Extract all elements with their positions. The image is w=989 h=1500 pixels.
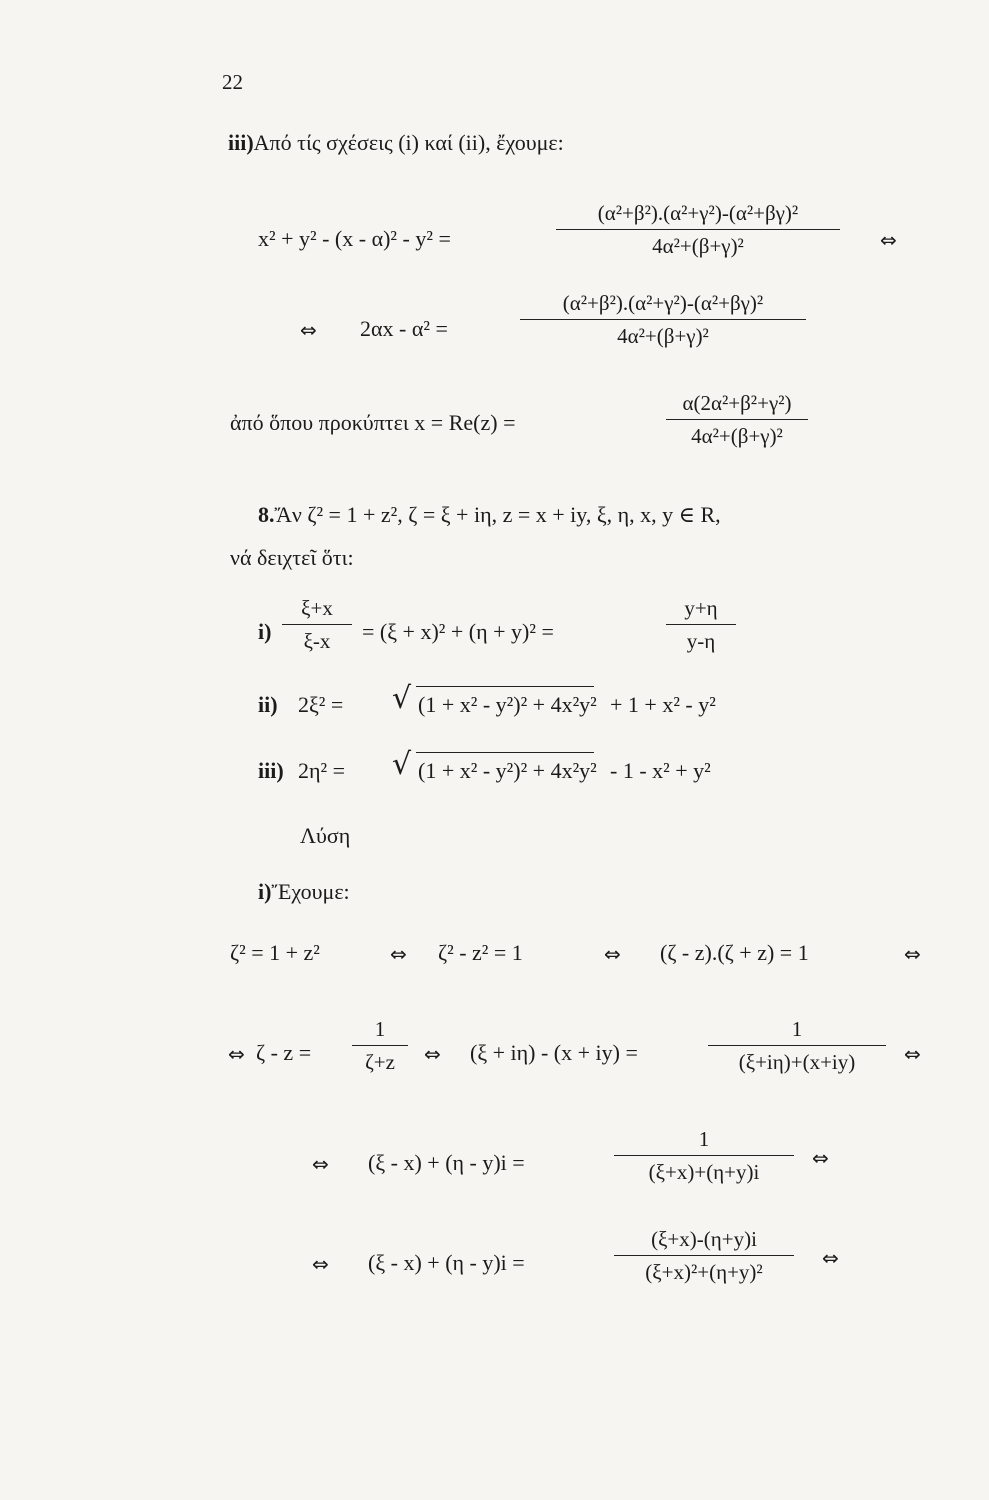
part-iii-rest: - 1 - x² + y² xyxy=(610,758,711,783)
part-ii-label: ii) xyxy=(258,692,278,717)
part-ii-lhs: 2ξ² = xyxy=(298,692,344,717)
solution-part-label: i) xyxy=(258,879,272,904)
solution-eq-4-fraction xyxy=(614,1227,794,1285)
square-root-icon: √ xyxy=(392,681,412,716)
fraction-denominator: (ξ+x)+(η+y)i xyxy=(614,1155,794,1185)
solution-part-text: Ἔχουμε: xyxy=(271,879,350,904)
equivalence-arrow: ⇔ xyxy=(424,1042,441,1066)
problem-8-statement xyxy=(258,502,721,528)
equivalence-arrow: ⇔ xyxy=(880,228,897,252)
equivalence-arrow: ⇔ xyxy=(904,1042,921,1066)
solution-eq-1-a: ζ² = 1 + z² xyxy=(230,940,320,965)
equivalence-arrow: ⇔ xyxy=(312,1152,329,1176)
fraction-numerator: y+η xyxy=(684,596,718,620)
equivalence-arrow: ⇔ xyxy=(904,942,921,966)
section-label: iii) xyxy=(228,130,254,155)
section-iii-heading xyxy=(228,130,564,156)
fraction-denominator: y-η xyxy=(666,624,736,654)
solution-part-i xyxy=(258,879,350,905)
equivalence-arrow: ⇔ xyxy=(228,1042,245,1066)
part-i-middle: = (ξ + x)² + (η + y)² = xyxy=(362,619,554,644)
fraction-denominator: (ξ+iη)+(x+iy) xyxy=(708,1045,886,1075)
part-iii-label: iii) xyxy=(258,758,284,783)
part-ii-rest: + 1 + x² - y² xyxy=(610,692,716,717)
part-i-right-fraction xyxy=(666,596,736,654)
equation-1-lhs: x² + y² - (x - α)² - y² = xyxy=(258,226,451,251)
square-root-icon: √ xyxy=(392,747,412,782)
equivalence-arrow: ⇔ xyxy=(312,1252,329,1276)
solution-eq-2-middle: (ξ + iη) - (x + iy) = xyxy=(470,1040,638,1065)
fraction-denominator: ξ-x xyxy=(282,624,352,654)
part-iii-radicand: (1 + x² - y²)² + 4x²y² xyxy=(418,758,597,783)
equivalence-arrow: ⇔ xyxy=(822,1246,839,1270)
radical-vinculum xyxy=(416,752,594,753)
part-iii-lhs: 2η² = xyxy=(298,758,346,783)
solution-eq-2-fraction-1 xyxy=(352,1017,408,1075)
fraction-denominator: 4α²+(β+γ)² xyxy=(556,229,840,259)
problem-text: Ἄν ζ² = 1 + z², ζ = ξ + iη, z = x + iy, ξ, η, x, y ∈ R, xyxy=(274,502,721,527)
equivalence-arrow: ⇔ xyxy=(300,318,317,342)
fraction-numerator: (α²+β²).(α²+γ²)-(α²+βγ)² xyxy=(597,201,799,225)
equation-2-fraction xyxy=(520,291,806,349)
fraction-numerator: ξ+x xyxy=(301,596,333,620)
equation-3-fraction xyxy=(666,391,808,449)
section-text: Από τίς σχέσεις (i) καί (ii), ἔχουμε: xyxy=(253,130,564,155)
solution-eq-1-b: ζ² - z² = 1 xyxy=(438,940,523,965)
solution-eq-3-fraction xyxy=(614,1127,794,1185)
solution-eq-2-fraction-2 xyxy=(708,1017,886,1075)
equation-1-fraction xyxy=(556,201,840,259)
solution-eq-1-c: (ζ - z).(ζ + z) = 1 xyxy=(660,940,809,965)
fraction-denominator: ζ+z xyxy=(352,1045,408,1075)
problem-8-instruction: νά δειχτεῖ ὅτι: xyxy=(230,545,354,570)
fraction-numerator: (ξ+x)-(η+y)i xyxy=(651,1227,757,1251)
radical-vinculum xyxy=(416,686,594,687)
fraction-numerator: 1 xyxy=(791,1017,803,1041)
part-i-left-fraction xyxy=(282,596,352,654)
solution-eq-2-lhs: ζ - z = xyxy=(256,1040,312,1065)
solution-heading: Λύση xyxy=(300,823,351,848)
equivalence-arrow: ⇔ xyxy=(812,1146,829,1170)
fraction-numerator: 1 xyxy=(698,1127,710,1151)
fraction-denominator: 4α²+(β+γ)² xyxy=(666,419,808,449)
problem-label: 8. xyxy=(258,502,275,527)
fraction-numerator: α(2α²+β²+γ²) xyxy=(682,391,792,415)
equation-2-lhs: 2αx - α² = xyxy=(360,316,448,341)
equivalence-arrow: ⇔ xyxy=(604,942,621,966)
page-number: 22 xyxy=(222,70,243,94)
solution-eq-3-lhs: (ξ - x) + (η - y)i = xyxy=(368,1150,525,1175)
equivalence-arrow: ⇔ xyxy=(390,942,407,966)
part-i-label: i) xyxy=(258,619,272,644)
part-ii-radicand: (1 + x² - y²)² + 4x²y² xyxy=(418,692,597,717)
fraction-denominator: (ξ+x)²+(η+y)² xyxy=(614,1255,794,1285)
fraction-numerator: 1 xyxy=(374,1017,386,1041)
fraction-numerator: (α²+β²).(α²+γ²)-(α²+βγ)² xyxy=(562,291,764,315)
fraction-denominator: 4α²+(β+γ)² xyxy=(520,319,806,349)
solution-eq-4-lhs: (ξ - x) + (η - y)i = xyxy=(368,1250,525,1275)
equation-3-lhs: ἀπό ὅπου προκύπτει x = Re(z) = xyxy=(230,410,516,435)
